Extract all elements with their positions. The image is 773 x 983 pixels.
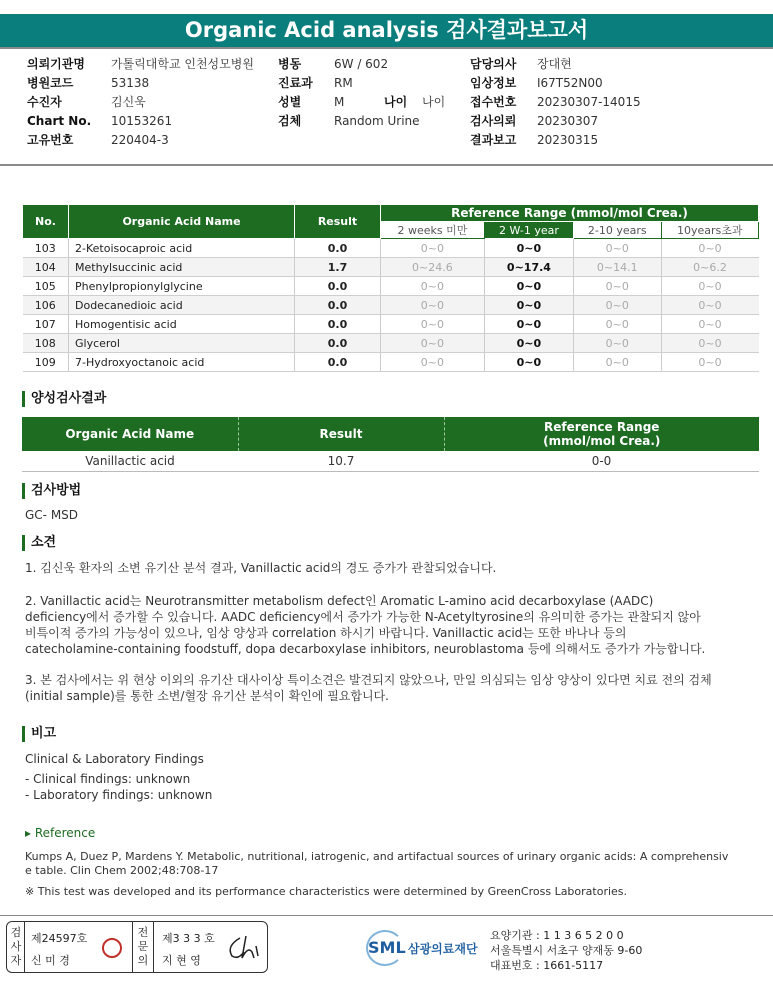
info-label: 담당의사 <box>470 57 517 71</box>
col-reference: Reference Range (mmol/mol Crea.) <box>381 205 759 222</box>
lab-phone: 대표번호 : 1661-5117 <box>490 959 604 972</box>
info-label: 병원코드 <box>27 76 74 90</box>
sub-col-4: 10years초과 <box>661 222 758 239</box>
table-row: 109 7-Hydroxyoctanoic acid 0.0 0~0 0~0 0~0 0~0 <box>23 353 759 372</box>
unique-no-value: 220404-3 <box>111 133 169 147</box>
report-title: Organic Acid analysis 검사결과보고서 <box>0 14 773 47</box>
doctor-label: 전 문 의 <box>137 926 149 967</box>
positive-section-title: 양성검사결과 <box>22 391 106 407</box>
method-section-title: 검사방법 <box>22 483 81 499</box>
col-result: Result <box>295 205 381 239</box>
info-label: 검사의뢰 <box>470 114 517 128</box>
age-value: 나이 <box>422 95 446 109</box>
specimen-value: Random Urine <box>334 114 420 128</box>
patient-info-mid <box>278 55 445 131</box>
remarks-section-title: 비고 <box>22 726 56 742</box>
table-row: 105 Phenylpropionylglycine 0.0 0~0 0~0 0~0 0~0 <box>23 277 759 296</box>
findings-section-title: 소견 <box>22 535 56 551</box>
finding-3-line-1: 3. 본 검사에서는 위 현상 이외의 유기산 대사이상 특이소견은 발견되지 않았으나, 만일 의심되는 임상 양상이 있다면 치료 전의 검체 <box>25 673 712 687</box>
table-row: 103 2-Ketoisocaproic acid 0.0 0~0 0~0 0~0 0~0 <box>23 239 759 258</box>
doctor-name: 지 현 영 <box>162 954 201 967</box>
info-label: 병동 <box>278 57 302 71</box>
tester-name: 신 미 경 <box>31 954 70 967</box>
remarks-line-3: - Laboratory findings: unknown <box>25 788 213 802</box>
reference-link[interactable]: ▸ Reference <box>25 826 96 840</box>
tester-label: 검 사 자 <box>10 926 22 967</box>
sub-col-2: 2 W-1 year <box>484 222 573 239</box>
pos-col-result: Result <box>238 417 444 451</box>
info-label: 수진자 <box>27 95 62 109</box>
sex-value: M <box>334 95 345 109</box>
doctor-license-no: 제3 3 3 호 <box>162 932 215 945</box>
info-label: 임상정보 <box>470 76 517 90</box>
divider <box>153 922 154 972</box>
hospital-code-value: 53138 <box>111 76 150 90</box>
title-divider <box>0 47 773 49</box>
info-label: 진료과 <box>278 76 313 90</box>
request-date-value: 20230307 <box>537 114 599 128</box>
lab-code: 요양기관 : 1 1 3 6 5 2 0 0 <box>490 929 624 942</box>
table-row: 107 Homogentisic acid 0.0 0~0 0~0 0~0 0~0 <box>23 315 759 334</box>
results-table <box>22 204 759 372</box>
department-value: RM <box>334 76 353 90</box>
finding-2-line-2: deficiency에서 증가할 수 있습니다. AADC deficiency에서 증가가 가능한 N-Acetyltyrosine의 유의미한 증가는 관찰되지 않아 <box>25 610 701 624</box>
info-label: 접수번호 <box>470 95 517 109</box>
receipt-no-value: 20230307-14015 <box>537 95 641 109</box>
seal-stamp-icon <box>102 938 122 958</box>
report-date-value: 20230315 <box>537 133 599 147</box>
sub-col-3: 2-10 years <box>574 222 661 239</box>
info-label: 고유번호 <box>27 133 74 147</box>
reference-line-2: e table. Clin Chem 2002;48:708-17 <box>25 864 219 877</box>
chart-no-value: 10153261 <box>111 114 173 128</box>
finding-2-line-1: 2. Vanillactic acid는 Neurotransmitter metabolism defect인 Aromatic L-amino acid decarboxylase (AADC) <box>25 594 654 608</box>
info-label: 검체 <box>278 114 302 128</box>
lab-address: 서울특별시 서초구 양재동 9-60 <box>490 944 643 957</box>
finding-2-line-3: 비특이적 증가의 가능성이 있으나, 임상 양상과 correlation 하시기 바랍니다. Vanillactic acid는 또한 바나나 등의 <box>25 626 627 640</box>
finding-2-line-4: catecholamine-containing foodstuff, dopa decarboxylase inhibitors, neuroblastoma 등에 의해서도 증가가 가능합니다. <box>25 642 706 656</box>
finding-1: 1. 김신욱 환자의 소변 유기산 분석 결과, Vanillactic acid의 경도 증가가 관찰되었습니다. <box>25 561 497 575</box>
col-name: Organic Acid Name <box>69 205 295 239</box>
info-label: 결과보고 <box>470 133 517 147</box>
report-footer <box>0 915 773 983</box>
table-row: Vanillactic acid 10.7 0-0 <box>22 451 759 471</box>
table-row: 104 Methylsuccinic acid 1.7 0~24.6 0~17.4 0~14.1 0~6.2 <box>23 258 759 277</box>
clinical-info-value: I67T52N00 <box>537 76 603 90</box>
signature-box <box>6 921 268 973</box>
col-no: No. <box>23 205 69 239</box>
patient-info-right <box>470 55 641 150</box>
pos-col-reference: Reference Range (mmol/mol Crea.) <box>444 417 759 451</box>
method-text: GC- MSD <box>25 508 79 522</box>
sml-logo-icon <box>366 930 404 966</box>
table-row: 106 Dodecanedioic acid 0.0 0~0 0~0 0~0 0~0 <box>23 296 759 315</box>
divider <box>24 922 25 972</box>
tester-license-no: 제24597호 <box>31 932 88 945</box>
disclaimer-note: ※ This test was developed and its performance characteristics were determined by GreenCross Laboratories. <box>25 885 628 898</box>
divider <box>132 922 133 972</box>
reference-line-1: Kumps A, Duez P, Mardens Y. Metabolic, nutritional, iatrogenic, and artifactual sources of urinary organic acids: A comprehensiv <box>25 850 729 863</box>
patient-name-value: 김신욱 <box>111 95 146 109</box>
info-label: Chart No. <box>27 114 92 128</box>
age-label: 나이 <box>384 95 408 109</box>
info-label: 성별 <box>278 95 302 109</box>
info-label: 의뢰기관명 <box>27 57 85 71</box>
logo-text: SML <box>368 938 406 957</box>
finding-3-line-2: (initial sample)를 통한 소변/혈장 유기산 분석이 확인에 필요합니다. <box>25 689 389 703</box>
org-name: 삼광의료재단 <box>408 942 478 956</box>
ward-value: 6W / 602 <box>334 57 389 71</box>
pos-col-name: Organic Acid Name <box>22 417 238 451</box>
remarks-line-1: Clinical & Laboratory Findings <box>25 752 204 766</box>
remarks-line-2: - Clinical findings: unknown <box>25 772 191 786</box>
institution-value: 가톨릭대학교 인천성모병원 <box>111 57 254 71</box>
sub-col-1: 2 weeks 미만 <box>381 222 485 239</box>
doctor-value: 장대현 <box>537 57 572 71</box>
signature-icon <box>222 932 262 964</box>
positive-results-table <box>22 417 759 472</box>
patient-info-left <box>27 55 254 150</box>
lab-info <box>490 928 642 973</box>
table-row: 108 Glycerol 0.0 0~0 0~0 0~0 0~0 <box>23 334 759 353</box>
info-divider <box>0 164 773 166</box>
